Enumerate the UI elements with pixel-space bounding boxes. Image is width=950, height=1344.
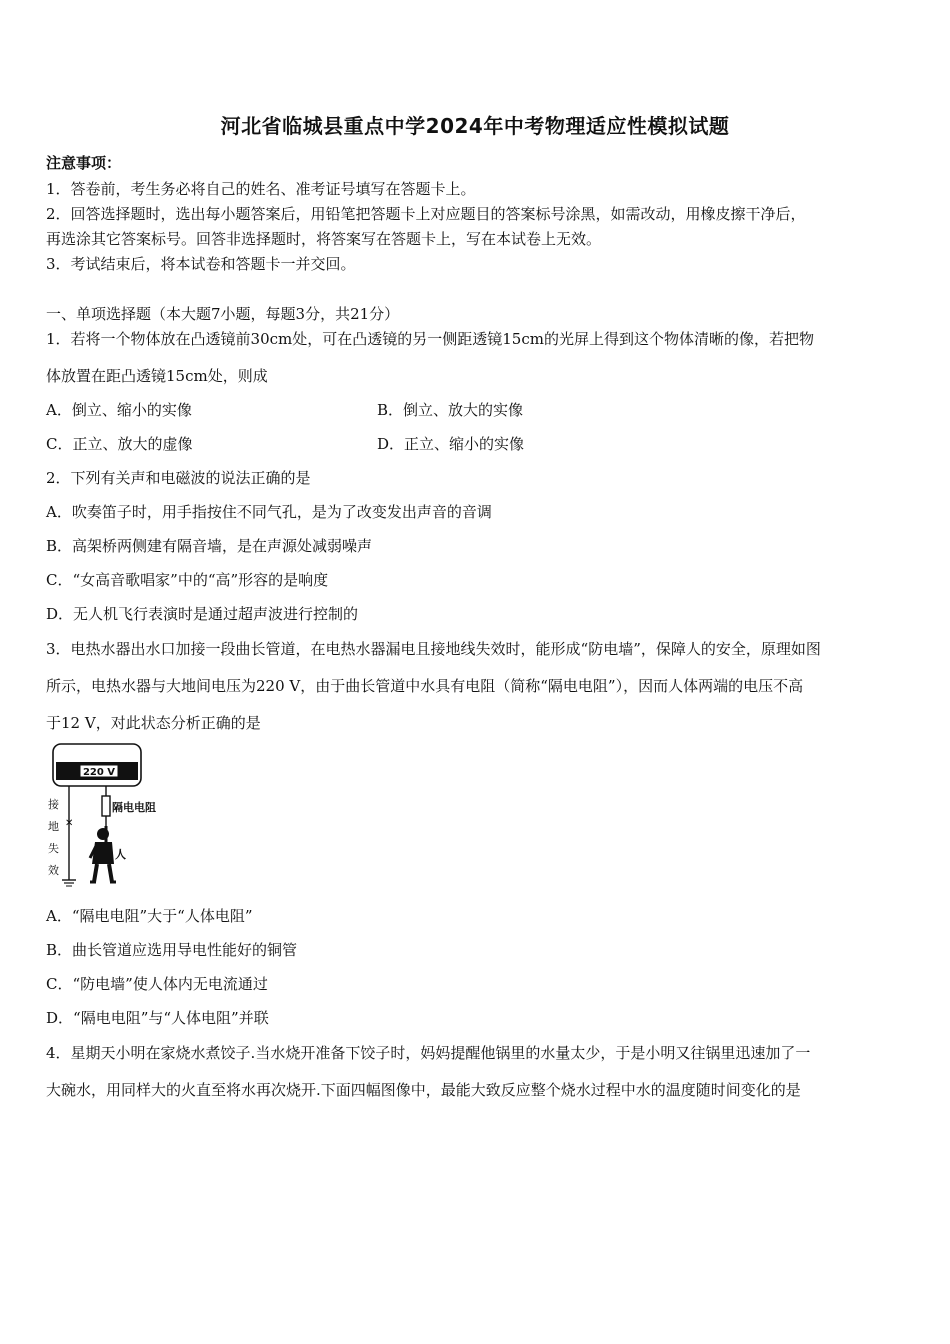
q1-stem-line-2: 体放置在距凸透镜15cm处，则成 (46, 367, 268, 385)
q1-option-c: C．正立、放大的虚像 (46, 435, 193, 453)
person-label: 人 (115, 848, 126, 861)
ground-label-4: 效 (48, 864, 59, 877)
q4-stem-line-2: 大碗水，用同样大的火直至将水再次烧开.下面四幅图像中，最能大致反应整个烧水过程中水的温度随时间变化的是 (46, 1081, 801, 1099)
q4-stem-line-1: 4．星期天小明在家烧水煮饺子.当水烧开准备下饺子时，妈妈提醒他锅里的水量太少，于是小明又往锅里迅速加了一 (46, 1044, 811, 1062)
q3-option-a: A．“隔电电阻”大于“人体电阻” (46, 907, 253, 925)
water-heater-circuit-figure (40, 740, 180, 890)
ground-label-3: 失 (48, 842, 59, 855)
section-heading: 一、单项选择题（本大题7小题，每题3分，共21分） (46, 305, 400, 323)
q3-stem-line-1: 3．电热水器出水口加接一段曲长管道，在电热水器漏电且接地线失效时，能形成“防电墙”，保障人的安全，原理如图 (46, 640, 821, 658)
q3-option-b: B．曲长管道应选用导电性能好的铜管 (46, 941, 298, 959)
q2-stem: 2．下列有关声和电磁波的说法正确的是 (46, 469, 311, 487)
q2-option-d: D．无人机飞行表演时是通过超声波进行控制的 (46, 605, 359, 623)
q3-option-d: D．“隔电电阻”与“人体电阻”并联 (46, 1009, 269, 1027)
ground-label-2: 地 (48, 820, 59, 833)
page-title: 河北省临城县重点中学2024年中考物理适应性模拟试题 (220, 114, 730, 138)
person-icon (90, 826, 116, 882)
notice-item-1: 1．答卷前，考生务必将自己的姓名、准考证号填写在答题卡上。 (46, 180, 476, 198)
break-mark: ✕ (65, 818, 74, 829)
q2-option-a: A．吹奏笛子时，用手指按住不同气孔，是为了改变发出声音的音调 (46, 503, 492, 521)
q3-stem-line-2: 所示，电热水器与大地间电压为220 V，由于曲长管道中水具有电阻（简称“隔电电阻”），因而人体两端的电压不高 (46, 677, 804, 695)
q2-option-b: B．高架桥两侧建有隔音墙，是在声源处减弱噪声 (46, 537, 373, 555)
q1-option-a: A．倒立、缩小的实像 (46, 401, 192, 419)
isolation-resistor-label: 隔电电阻 (112, 801, 156, 814)
q2-option-c: C．“女高音歌唱家”中的“高”形容的是响度 (46, 571, 329, 589)
notice-header: 注意事项： (46, 154, 122, 172)
notice-item-2-line-1: 2．回答选择题时，选出每小题答案后，用铅笔把答题卡上对应题目的答案标号涂黑，如需改动，用橡皮擦干净后， (46, 205, 806, 223)
q1-option-b: B．倒立、放大的实像 (377, 401, 524, 419)
notice-item-2-line-2: 再选涂其它答案标号。回答非选择题时，将答案写在答题卡上，写在本试卷上无效。 (46, 230, 602, 248)
ground-label-1: 接 (48, 798, 59, 811)
q3-option-c: C．“防电墙”使人体内无电流通过 (46, 975, 268, 993)
q1-stem-line-1: 1．若将一个物体放在凸透镜前30cm处，可在凸透镜的另一侧距透镜15cm的光屏上得到这个物体清晰的像，若把物 (46, 330, 814, 348)
q3-stem-line-3: 于12 V，对此状态分析正确的是 (46, 714, 261, 732)
notice-item-3: 3．考试结束后，将本试卷和答题卡一并交回。 (46, 255, 356, 273)
q1-option-d: D．正立、缩小的实像 (377, 435, 525, 453)
voltage-label: 220 V (82, 767, 116, 778)
